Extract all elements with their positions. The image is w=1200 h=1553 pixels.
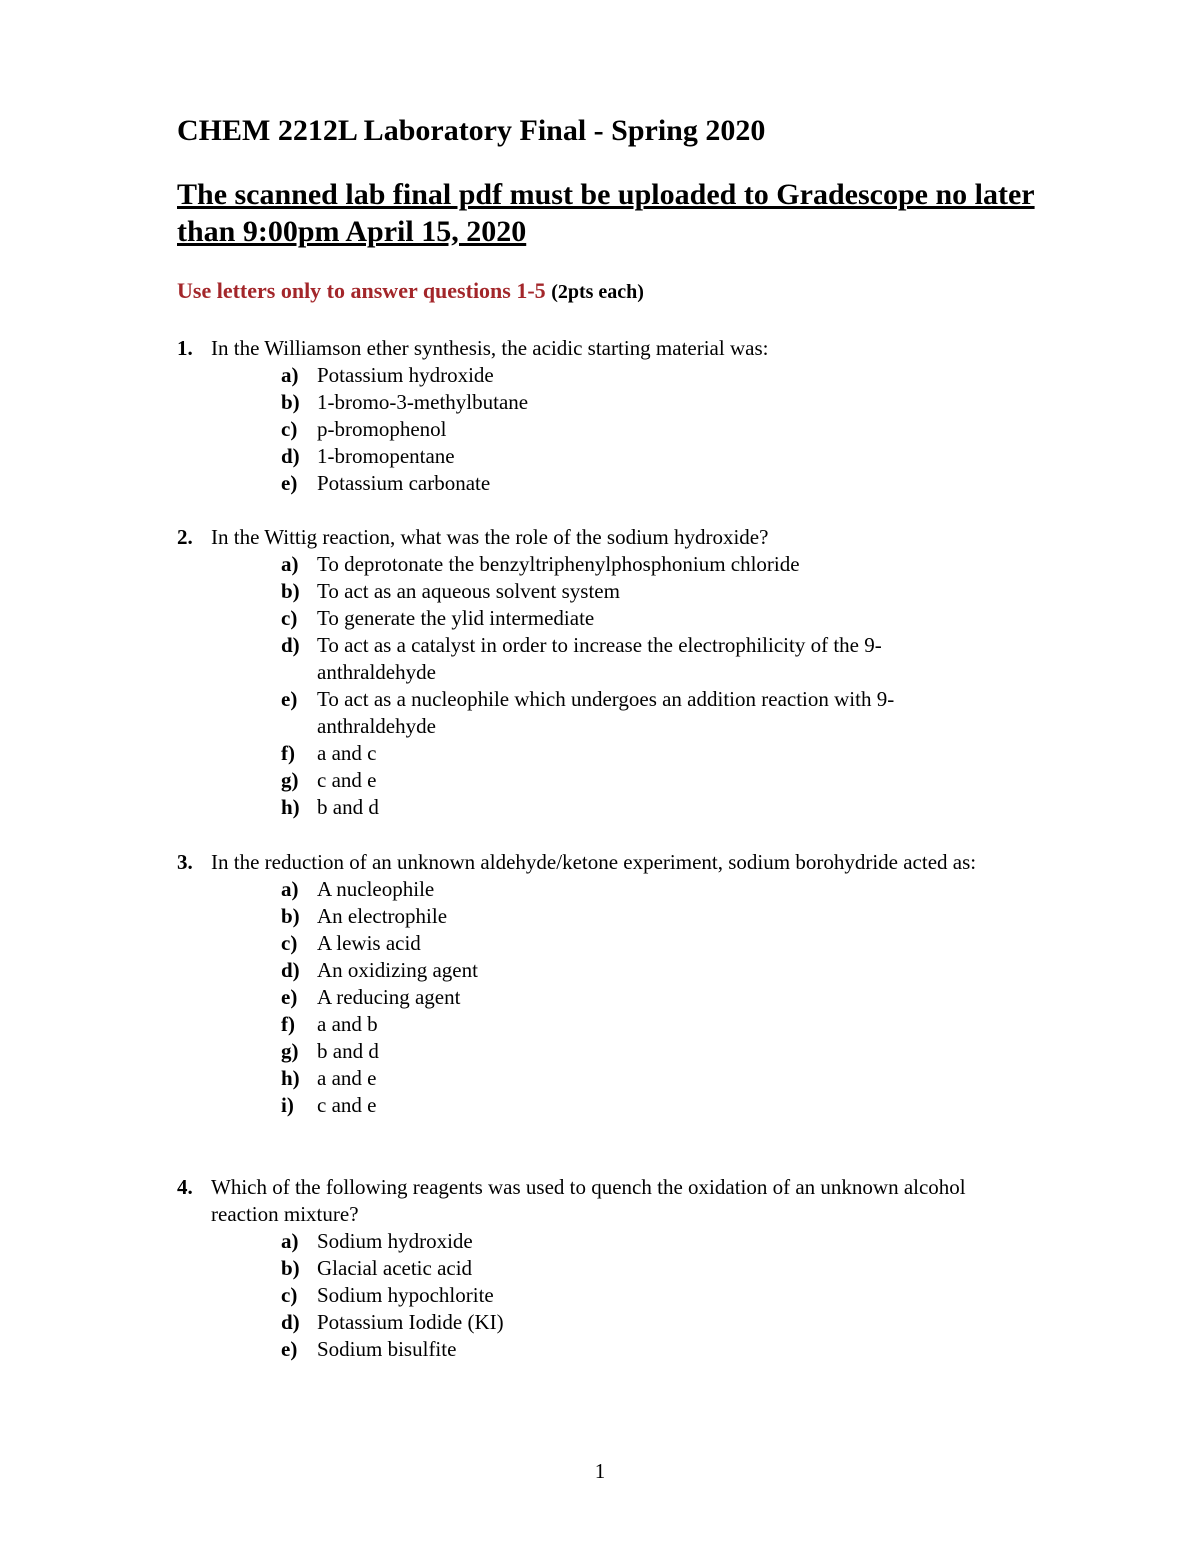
option-letter: e)	[281, 985, 298, 1009]
option-text: 1-bromo-3-methylbutane	[317, 390, 529, 414]
option-list	[281, 876, 1001, 1119]
option-text: Potassium Iodide (KI)	[317, 1310, 504, 1334]
option-list	[281, 551, 1001, 821]
option-text: Sodium bisulfite	[317, 1337, 457, 1361]
option-b	[281, 1255, 1001, 1282]
option-text: a and b	[317, 1012, 378, 1036]
option-letter: a)	[281, 363, 299, 387]
exam-title: CHEM 2212L Laboratory Final - Spring 2020	[177, 114, 766, 147]
option-a	[281, 362, 1001, 389]
option-letter: f)	[281, 1012, 295, 1036]
option-letter: e)	[281, 1337, 298, 1361]
option-letter: e)	[281, 687, 298, 711]
option-letter: b)	[281, 579, 300, 603]
option-d	[281, 443, 1001, 470]
option-letter: c)	[281, 606, 298, 630]
upload-deadline-notice: The scanned lab final pdf must be uploaded to Gradescope no later than 9:00pm April 15, 2020	[177, 178, 1035, 248]
option-letter: b)	[281, 904, 300, 928]
question-2	[177, 524, 1001, 821]
option-letter: a)	[281, 1229, 299, 1253]
option-text: a and e	[317, 1066, 377, 1090]
option-letter: d)	[281, 444, 300, 468]
page-number: 1	[594, 1459, 606, 1483]
option-text: b and d	[317, 1039, 379, 1063]
option-text: 1-bromopentane	[317, 444, 455, 468]
option-text: Glacial acetic acid	[317, 1256, 473, 1280]
option-letter: c)	[281, 1283, 298, 1307]
option-c	[281, 1282, 1001, 1309]
option-text: To deprotonate the benzyltriphenylphosphonium chloride	[317, 552, 800, 576]
option-text: A lewis acid	[317, 931, 421, 955]
option-g	[281, 767, 1001, 794]
option-e	[281, 686, 1001, 740]
option-g	[281, 1038, 1001, 1065]
option-c	[281, 605, 1001, 632]
option-text: Sodium hypochlorite	[317, 1283, 494, 1307]
option-text: Potassium hydroxide	[317, 363, 494, 387]
option-d	[281, 1309, 1001, 1336]
option-text: To generate the ylid intermediate	[317, 606, 595, 630]
option-letter: i)	[281, 1093, 294, 1117]
question-text: In the reduction of an unknown aldehyde/ketone experiment, sodium borohydride acted as:	[211, 850, 977, 874]
option-letter: d)	[281, 958, 300, 982]
option-letter: c)	[281, 931, 298, 955]
option-e	[281, 984, 1001, 1011]
option-letter: a)	[281, 552, 299, 576]
option-text: To act as a nucleophile which undergoes an addition reaction with 9-anthraldehyde	[317, 687, 895, 738]
option-text: To act as a catalyst in order to increase the electrophilicity of the 9-anthraldehyde	[317, 633, 882, 684]
option-letter: g)	[281, 1039, 299, 1063]
option-text: b and d	[317, 795, 379, 819]
option-text: c and e	[317, 768, 377, 792]
option-letter: h)	[281, 1066, 300, 1090]
option-letter: h)	[281, 795, 300, 819]
option-letter: c)	[281, 417, 298, 441]
question-number: 1.	[177, 336, 193, 360]
option-a	[281, 551, 1001, 578]
question-number: 3.	[177, 850, 193, 874]
option-letter: g)	[281, 768, 299, 792]
instruction-points: (2pts each)	[551, 281, 644, 303]
question-3	[177, 849, 1001, 1119]
option-i	[281, 1092, 1001, 1119]
option-c	[281, 930, 1001, 957]
instruction-main: Use letters only to answer questions 1-5	[177, 278, 546, 303]
option-letter: e)	[281, 471, 298, 495]
option-text: Potassium carbonate	[317, 471, 491, 495]
option-text: Sodium hydroxide	[317, 1229, 473, 1253]
option-text: An oxidizing agent	[317, 958, 478, 982]
option-text: a and c	[317, 741, 377, 765]
option-letter: b)	[281, 390, 300, 414]
question-text: In the Williamson ether synthesis, the acidic starting material was:	[211, 336, 769, 360]
option-f-highlighted	[281, 740, 1001, 767]
option-a	[281, 876, 1001, 903]
option-h	[281, 794, 1001, 821]
option-e-highlighted	[281, 1336, 1001, 1363]
option-list	[281, 1228, 1001, 1363]
option-letter: f)	[281, 741, 295, 765]
question-number: 2.	[177, 525, 193, 549]
question-4	[177, 1174, 1001, 1363]
option-h-highlighted	[281, 1065, 1001, 1092]
option-letter: b)	[281, 1256, 300, 1280]
option-d	[281, 632, 1001, 686]
answer-instruction	[177, 278, 644, 304]
option-f	[281, 1011, 1001, 1038]
option-b	[281, 578, 1001, 605]
option-a	[281, 1228, 1001, 1255]
option-letter: d)	[281, 1310, 300, 1334]
option-b	[281, 389, 1001, 416]
question-number: 4.	[177, 1175, 193, 1199]
option-c-highlighted	[281, 416, 1001, 443]
option-b	[281, 903, 1001, 930]
option-text: A reducing agent	[317, 985, 461, 1009]
option-list	[281, 362, 1001, 497]
option-text: An electrophile	[317, 904, 448, 928]
option-text: p-bromophenol	[317, 417, 447, 441]
option-text: A nucleophile	[317, 877, 435, 901]
option-e	[281, 470, 1001, 497]
option-d	[281, 957, 1001, 984]
option-text: To act as an aqueous solvent system	[317, 579, 620, 603]
option-letter: a)	[281, 877, 299, 901]
question-text: Which of the following reagents was used to quench the oxidation of an unknown alcohol reaction mixture?	[211, 1175, 966, 1226]
option-letter: d)	[281, 633, 300, 657]
option-text: c and e	[317, 1093, 377, 1117]
question-text: In the Wittig reaction, what was the role of the sodium hydroxide?	[211, 525, 769, 549]
question-1	[177, 335, 1001, 497]
